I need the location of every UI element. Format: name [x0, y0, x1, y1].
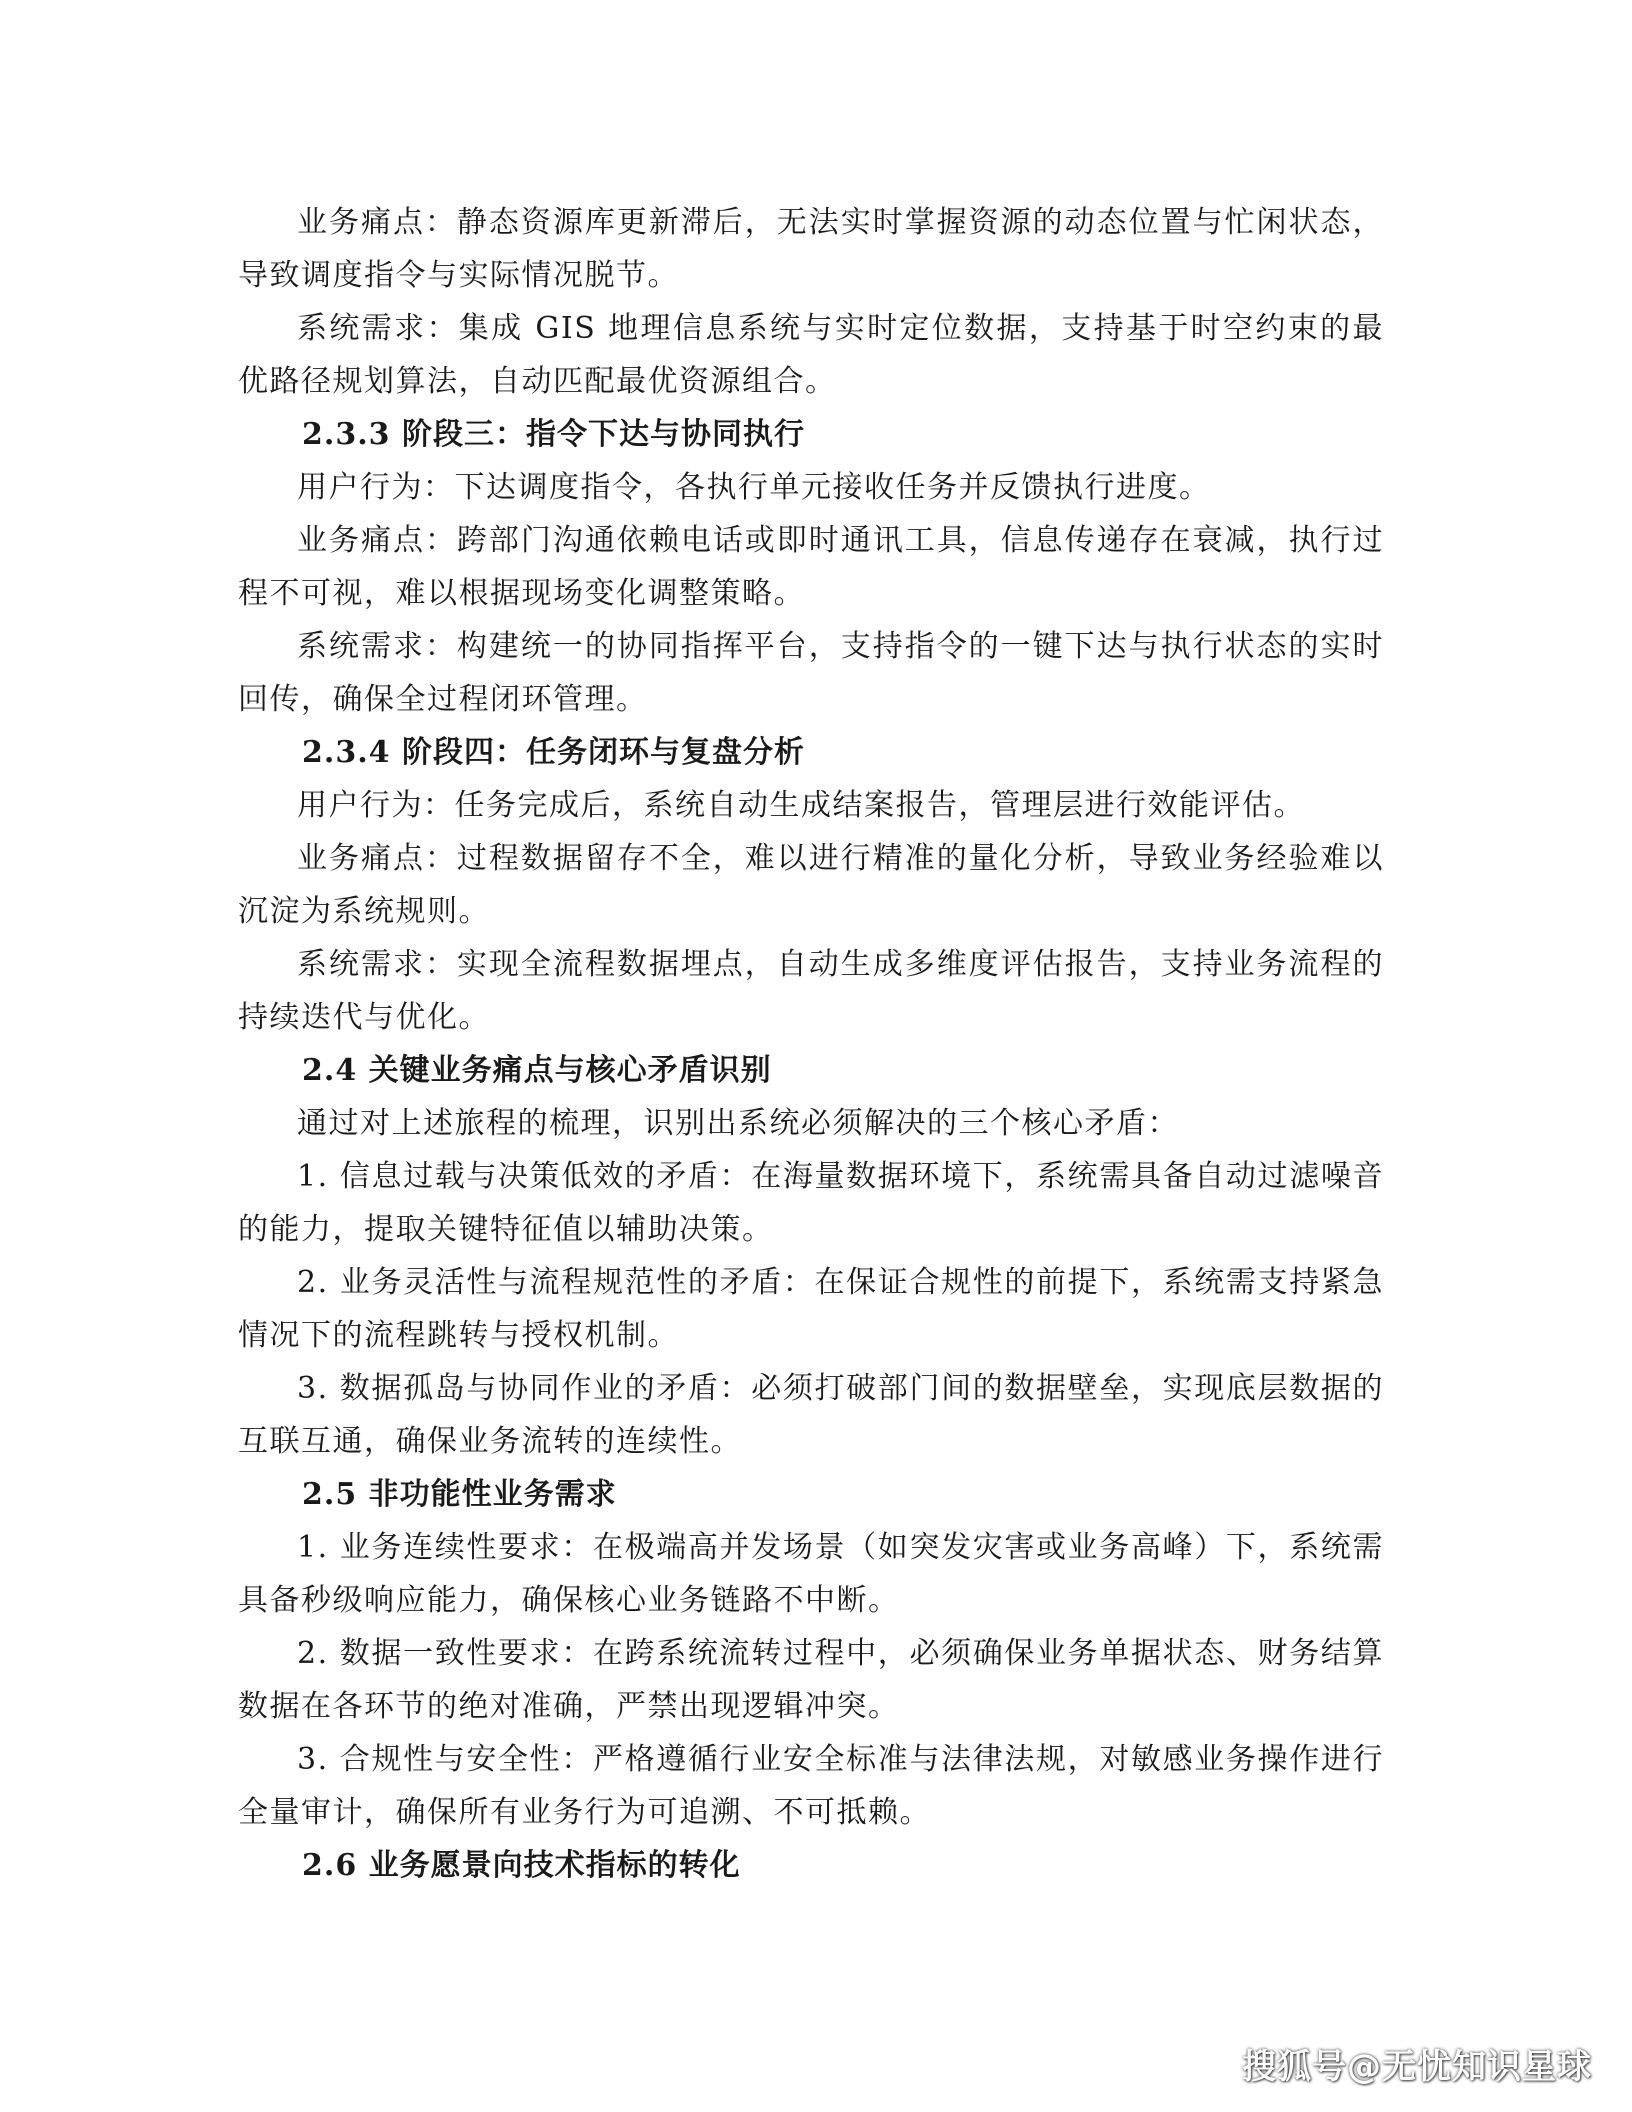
paragraph-requirement-stage4: 系统需求：实现全流程数据埋点，自动生成多维度评估报告，支持业务流程的持续迭代与优化。: [238, 947, 1384, 1035]
list-item-contradiction-3: 3. 数据孤岛与协同作业的矛盾：必须打破部门间的数据壁垒，实现底层数据的互联互通，确保业务流转的连续性。: [238, 1371, 1384, 1459]
list-item-contradiction-1: 1. 信息过载与决策低效的矛盾：在海量数据环境下，系统需具备自动过滤噪音的能力，提取关键特征值以辅助决策。: [238, 1159, 1384, 1247]
section-heading-2-4: 2.4 关键业务痛点与核心矛盾识别: [302, 1053, 772, 1088]
list-item-nonfunctional-1: 1. 业务连续性要求：在极端高并发场景（如突发灾害或业务高峰）下，系统需具备秒级响应能力，确保核心业务链路不中断。: [238, 1530, 1384, 1618]
paragraph-pain-point-stage3: 业务痛点：跨部门沟通依赖电话或即时通讯工具，信息传递存在衰减，执行过程不可视，难以根据现场变化调整策略。: [238, 523, 1384, 611]
section-heading-2-3-3: 2.3.3 阶段三：指令下达与协同执行: [302, 417, 805, 452]
document-body: [238, 196, 1384, 1892]
paragraph-user-behavior-stage4: 用户行为：任务完成后，系统自动生成结案报告，管理层进行效能评估。: [297, 788, 1305, 823]
section-heading-2-6: 2.6 业务愿景向技术指标的转化: [302, 1848, 741, 1883]
list-item-contradiction-2: 2. 业务灵活性与流程规范性的矛盾：在保证合规性的前提下，系统需支持紧急情况下的流程跳转与授权机制。: [238, 1265, 1384, 1353]
paragraph-pain-point-stage2: 业务痛点：静态资源库更新滞后，无法实时掌握资源的动态位置与忙闲状态，导致调度指令与实际情况脱节。: [238, 205, 1384, 293]
paragraph-user-behavior-stage3: 用户行为：下达调度指令，各执行单元接收任务并反馈执行进度。: [297, 470, 1211, 505]
paragraph-pain-point-stage4: 业务痛点：过程数据留存不全，难以进行精准的量化分析，导致业务经验难以沉淀为系统规则。: [238, 841, 1384, 929]
watermark-text: 搜狐号@无忧知识星球: [1242, 2047, 1592, 2087]
list-item-nonfunctional-2: 2. 数据一致性要求：在跨系统流转过程中，必须确保业务单据状态、财务结算数据在各环节的绝对准确，严禁出现逻辑冲突。: [238, 1636, 1384, 1724]
section-heading-2-3-4: 2.3.4 阶段四：任务闭环与复盘分析: [302, 735, 805, 770]
paragraph-requirement-stage3: 系统需求：构建统一的协同指挥平台，支持指令的一键下达与执行状态的实时回传，确保全过程闭环管理。: [238, 629, 1384, 717]
list-item-nonfunctional-3: 3. 合规性与安全性：严格遵循行业安全标准与法律法规，对敏感业务操作进行全量审计，确保所有业务行为可追溯、不可抵赖。: [238, 1742, 1384, 1830]
paragraph-intro-contradictions: 通过对上述旅程的梳理，识别出系统必须解决的三个核心矛盾：: [297, 1106, 1179, 1141]
paragraph-requirement-stage2: 系统需求：集成 GIS 地理信息系统与实时定位数据，支持基于时空约束的最优路径规划算法，自动匹配最优资源组合。: [238, 311, 1384, 399]
section-heading-2-5: 2.5 非功能性业务需求: [302, 1477, 617, 1512]
